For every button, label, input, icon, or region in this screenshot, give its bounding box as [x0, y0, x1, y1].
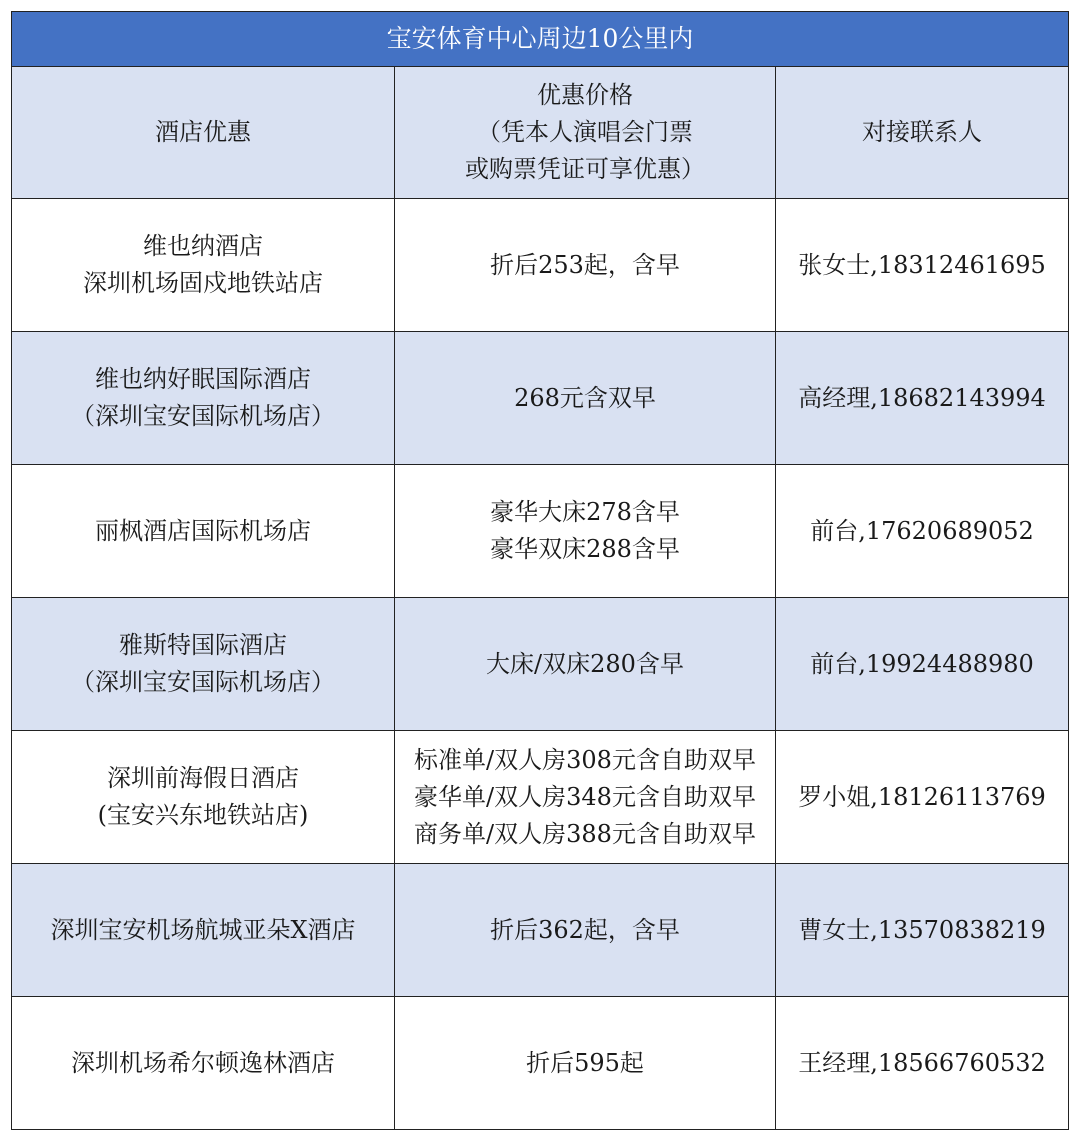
table-row [12, 199, 1069, 332]
price-line: 大床/双床280含早 [486, 649, 684, 678]
table-row [12, 332, 1069, 465]
price-line: 折后253起，含早 [490, 250, 680, 279]
table-row [12, 598, 1069, 731]
hotel-name-line: 深圳前海假日酒店 [107, 764, 299, 792]
contact-cell: 罗小姐,18126113769 [776, 731, 1069, 864]
price-cell [395, 332, 776, 465]
hotel-cell [12, 997, 395, 1130]
header-price-line: 或购票凭证可享优惠） [465, 155, 705, 183]
price-cell [395, 465, 776, 598]
table-title: 宝安体育中心周边10公里内 [12, 12, 1069, 67]
price-cell [395, 598, 776, 731]
hotel-name-line: 深圳机场希尔顿逸林酒店 [71, 1048, 335, 1077]
hotel-name-line: 丽枫酒店国际机场店 [95, 516, 311, 545]
table-row [12, 997, 1069, 1130]
hotel-name-line: 维也纳酒店 [143, 232, 263, 260]
hotel-cell [12, 465, 395, 598]
contact-cell: 前台,19924488980 [776, 598, 1069, 731]
hotel-name-line: 深圳宝安机场航城亚朵X酒店 [50, 915, 356, 944]
hotel-name-line: （深圳宝安国际机场店） [71, 668, 335, 696]
table-row [12, 465, 1069, 598]
header-contact: 对接联系人 [776, 67, 1069, 199]
hotel-name-line: 雅斯特国际酒店 [119, 631, 287, 659]
hotel-name-line: 维也纳好眠国际酒店 [95, 365, 311, 393]
hotel-cell [12, 598, 395, 731]
hotel-name-line: (宝安兴东地铁站店) [97, 801, 309, 829]
price-cell [395, 997, 776, 1130]
price-line: 豪华大床278含早 [490, 498, 680, 526]
header-price-line: 优惠价格 [537, 81, 633, 109]
header-price-line: （凭本人演唱会门票 [477, 118, 693, 146]
contact-cell: 王经理,18566760532 [776, 997, 1069, 1130]
table-row [12, 864, 1069, 997]
header-price [395, 67, 776, 199]
price-cell [395, 199, 776, 332]
price-line: 折后362起，含早 [490, 915, 680, 944]
hotel-cell [12, 332, 395, 465]
hotel-cell [12, 199, 395, 332]
hotel-name-line: （深圳宝安国际机场店） [71, 402, 335, 430]
contact-cell: 高经理,18682143994 [776, 332, 1069, 465]
price-line: 豪华单/双人房348元含自助双早 [414, 782, 756, 811]
contact-cell: 前台,17620689052 [776, 465, 1069, 598]
price-line: 商务单/双人房388元含自助双早 [414, 819, 756, 848]
hotel-cell [12, 731, 395, 864]
hotel-cell [12, 864, 395, 997]
title-row [12, 12, 1069, 67]
price-cell [395, 731, 776, 864]
hotel-discount-table [11, 11, 1069, 1130]
table-row [12, 731, 1069, 864]
header-row [12, 67, 1069, 199]
price-line: 豪华双床288含早 [490, 535, 680, 563]
price-line: 268元含双早 [514, 383, 656, 412]
contact-cell: 张女士,18312461695 [776, 199, 1069, 332]
header-hotel: 酒店优惠 [12, 67, 395, 199]
price-cell [395, 864, 776, 997]
hotel-name-line: 深圳机场固戍地铁站店 [83, 269, 323, 297]
price-line: 折后595起 [526, 1048, 644, 1077]
contact-cell: 曹女士,13570838219 [776, 864, 1069, 997]
price-line: 标准单/双人房308元含自助双早 [414, 745, 756, 774]
